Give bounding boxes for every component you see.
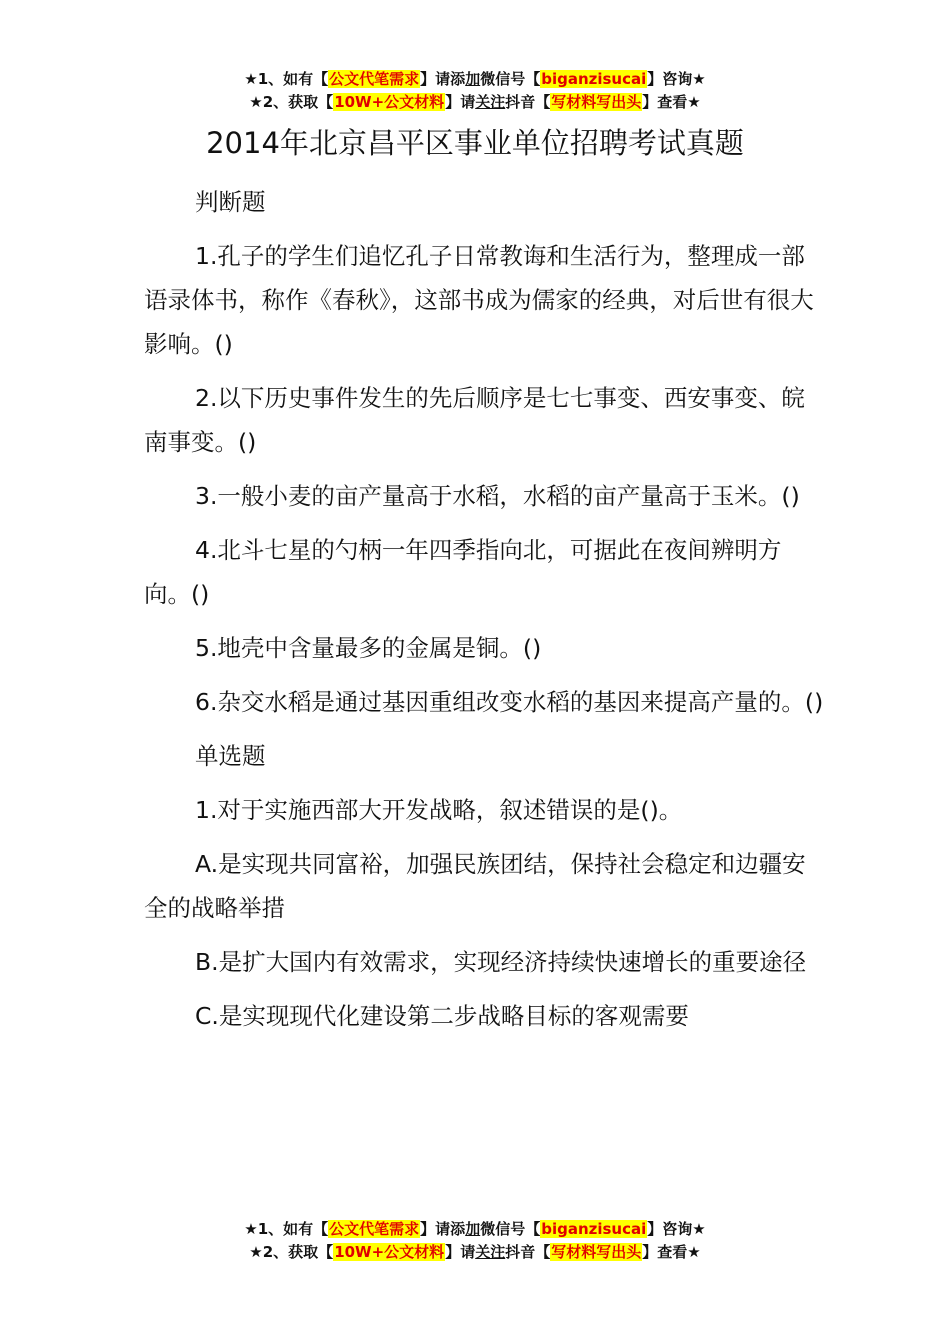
- promo-emphasis: 加: [465, 1220, 481, 1238]
- promo-line-2: [0, 1241, 950, 1264]
- answer-option: B.是扩大国内有效需求，实现经济持续快速增长的重要途径: [195, 948, 807, 976]
- section-heading-true-false: 判断题: [195, 188, 266, 216]
- question-paragraph: 1.对于实施西部大开发战略，叙述错误的是()。: [195, 796, 683, 824]
- promo-text: 微信号【: [480, 1220, 541, 1238]
- footer-promo-banner: [0, 1218, 950, 1264]
- promo-emphasis: 关注: [475, 93, 506, 111]
- promo-text: 】咨询★: [647, 70, 706, 88]
- document-body: [144, 180, 824, 1048]
- question-paragraph: 5.地壳中含量最多的金属是铜。(): [195, 634, 542, 662]
- promo-highlight-materials: 10W+公文材料: [334, 93, 445, 111]
- promo-text: 】咨询★: [647, 1220, 706, 1238]
- promo-text: ★1、如有【: [244, 1220, 329, 1238]
- promo-text: 微信号【: [480, 70, 541, 88]
- header-promo-banner: [0, 68, 950, 114]
- promo-text: 】查看★: [642, 93, 701, 111]
- promo-highlight-materials: 10W+公文材料: [334, 1243, 445, 1261]
- promo-highlight-service: 公文代笔需求: [329, 1220, 420, 1238]
- question-paragraph: 4.北斗七星的勺柄一年四季指向北，可据此在夜间辨明方向。(): [144, 536, 782, 608]
- question-paragraph: 2.以下历史事件发生的先后顺序是七七事变、西安事变、皖南事变。(): [144, 384, 805, 456]
- promo-highlight-wechat-id: biganzisucai: [541, 70, 647, 88]
- promo-text: 抖音【: [505, 93, 551, 111]
- promo-line-1: [0, 1218, 950, 1241]
- promo-line-2: [0, 91, 950, 114]
- promo-highlight-douyin: 写材料写出头: [551, 93, 642, 111]
- question-paragraph: 6.杂交水稻是通过基因重组改变水稻的基因来提高产量的。(): [195, 688, 824, 716]
- answer-option: A.是实现共同富裕，加强民族团结，保持社会稳定和边疆安全的战略举措: [144, 850, 806, 922]
- promo-text: ★2、获取【: [249, 1243, 334, 1261]
- promo-emphasis: 加: [465, 70, 481, 88]
- promo-text: ★1、如有【: [244, 70, 329, 88]
- promo-highlight-wechat-id: biganzisucai: [541, 1220, 647, 1238]
- promo-text: 】查看★: [642, 1243, 701, 1261]
- promo-text: 】请: [445, 1243, 476, 1261]
- promo-text: 】请添: [420, 70, 466, 88]
- section-heading-single-choice: 单选题: [195, 742, 266, 770]
- question-paragraph: 1.孔子的学生们追忆孔子日常教诲和生活行为，整理成一部语录体书，称作《春秋》，这部书成为儒家的经典，对后世有很大影响。(): [144, 242, 814, 358]
- promo-emphasis: 关注: [475, 1243, 506, 1261]
- question-paragraph: 3.一般小麦的亩产量高于水稻，水稻的亩产量高于玉米。(): [195, 482, 800, 510]
- promo-text: 】请添: [420, 1220, 466, 1238]
- promo-text: ★2、获取【: [249, 93, 334, 111]
- promo-line-1: [0, 68, 950, 91]
- document-title: 2014年北京昌平区事业单位招聘考试真题: [206, 126, 744, 160]
- answer-option: C.是实现现代化建设第二步战略目标的客观需要: [195, 1002, 689, 1030]
- promo-highlight-service: 公文代笔需求: [329, 70, 420, 88]
- promo-text: 】请: [445, 93, 476, 111]
- promo-highlight-douyin: 写材料写出头: [551, 1243, 642, 1261]
- promo-text: 抖音【: [505, 1243, 551, 1261]
